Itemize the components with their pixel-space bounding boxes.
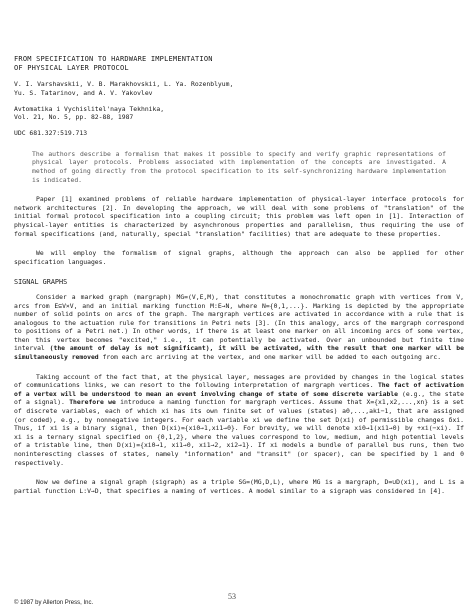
paragraph-formalism: We will employ the formalism of signal graphs, although the approach can also be applied for other specification languages. xyxy=(14,249,464,266)
document-page xyxy=(14,20,464,495)
journal-citation xyxy=(14,105,464,123)
text-span: Consider a marked graph (margraph) MG=(V,E,M), that constitutes a monochromatic graph with vertices from V, arcs from E⊆V×V, and an initial marking function M:E→N, where N={0,1,...}. Marking is depicted by the appropriate number of solid points on arcs of the graph. The margraph vertices are activated in accordance with a rule that is analogous to the actuation rule for transitions in Petri nets [3]. (In this analogy, arcs of the margraph correspond to positions of a Petri net.) In other words, if there is at least one marker on all incoming arcs of some vertex, then this vertex becomes "excited," i.e., it can potentially be activated. Over an unbounded but finite time interval xyxy=(14,292,464,353)
paragraph-sigraph: Now we define a signal graph (sigraph) as a triple SG=(MG,D,L), where MG is a margraph, D=∪D(xi), and L is a partial function L:V→D, that specifies a naming of vertices. A model similar to a sigraph was considered in [4]. xyxy=(14,478,464,495)
page-number: 53 xyxy=(228,592,236,601)
journal-line-2: Vol. 21, No. 5, pp. 82-88, 1987 xyxy=(14,113,134,122)
text-span: Taking account of the fact that, at the physical layer, messages are provided by changes in the logical states of communications links, we can resort to the following interpretation of margraph vertices. xyxy=(14,372,464,390)
bold-text: The fact of activation of a vertex will be understood to mean an event involving change of state of some discrete variable xyxy=(14,381,464,398)
section-heading: SIGNAL GRAPHS xyxy=(14,278,68,287)
authors-line-1: V. I. Varshavskii, V. B. Marakhovskii, L. Ya. Rozenblyum, xyxy=(14,80,234,88)
paper-title xyxy=(14,55,464,73)
copyright-footnote: © 1987 by Allerton Press, Inc. xyxy=(14,600,94,606)
title-line-2: OF PHYSICAL LAYER PROTOCOL xyxy=(14,64,129,72)
udc-code: UDC 681.327:519.713 xyxy=(14,129,88,138)
text-span: introduce a naming function for margraph vertices. Assume that X={x1,x2,...,xn} is a set of discrete variables, each of which xi has its own finite set of values (states) a0,...,aki−1, that are assigned (or coded), e.g., by nonnegative integers. For each variable xi we define the set D(xi) of permissible changes δxi. Thus, if xi is a binary signal, then D(xi)={xi0→1,xi1→0}. For brevity, we will denote xi0→1(xi1→0) by +xi(−xi). If xi is a ternary signal specified on {0,1,2}, where the values correspond to low, medium, and high potential levels of a tristable line, then D(xi)={xi0→1, xi1→0, xi1→2, xi2→1}. If xi models a bundle of parallel bus runs, then two noninterescting classes of states, namely "information" and "transit" (or spacer), can be specified by 1 and 0 respectively. xyxy=(14,398,465,467)
abstract: The authors describe a formalism that makes it possible to specify and verify graphic representations of physical layer protocols. Problems associated with implementation of the concepts are investigated. A method of going directly from the protocol specification to its self-synchronizing hardware implementation is indicated. xyxy=(32,149,446,184)
paragraph-intro: Paper [1] examined problems of reliable hardware implementation of physical-layer interface protocols for network architectures [2]. In developing the approach, we will deal with some problems of "translation" of the initial formal protocol specification into a coupling circuit; this problem was left open in [1]. Interaction of physical-layer entities is characterized by asynchronous properties and parallelism, thus requiring the use of formal specifications (and, naturally, special "translation" facilities) that are adequate to these properties. xyxy=(14,195,464,238)
paragraph-margraph xyxy=(14,293,464,362)
authors-line-2: Yu. S. Tatarinov, and A. V. Yakovlev xyxy=(14,88,153,97)
bold-text: Therefore we xyxy=(69,398,116,407)
paragraph-interpretation xyxy=(14,373,464,468)
journal-line-1: Avtomatika i Vychislitel'naya Tekhnika, xyxy=(14,104,165,113)
text-span: (e.g., the state of a signal). xyxy=(14,389,464,407)
title-line-1: FROM SPECIFICATION TO HARDWARE IMPLEMENTATION xyxy=(14,55,213,63)
bold-text: (the amount of delay is not significant), it will be activated, with the result that one marker will be simultaneously removed xyxy=(14,344,464,362)
author-list xyxy=(14,80,464,98)
text-span: from each arc arriving at the vertex, and one marker will be added to each outgoing arc. xyxy=(98,353,442,362)
